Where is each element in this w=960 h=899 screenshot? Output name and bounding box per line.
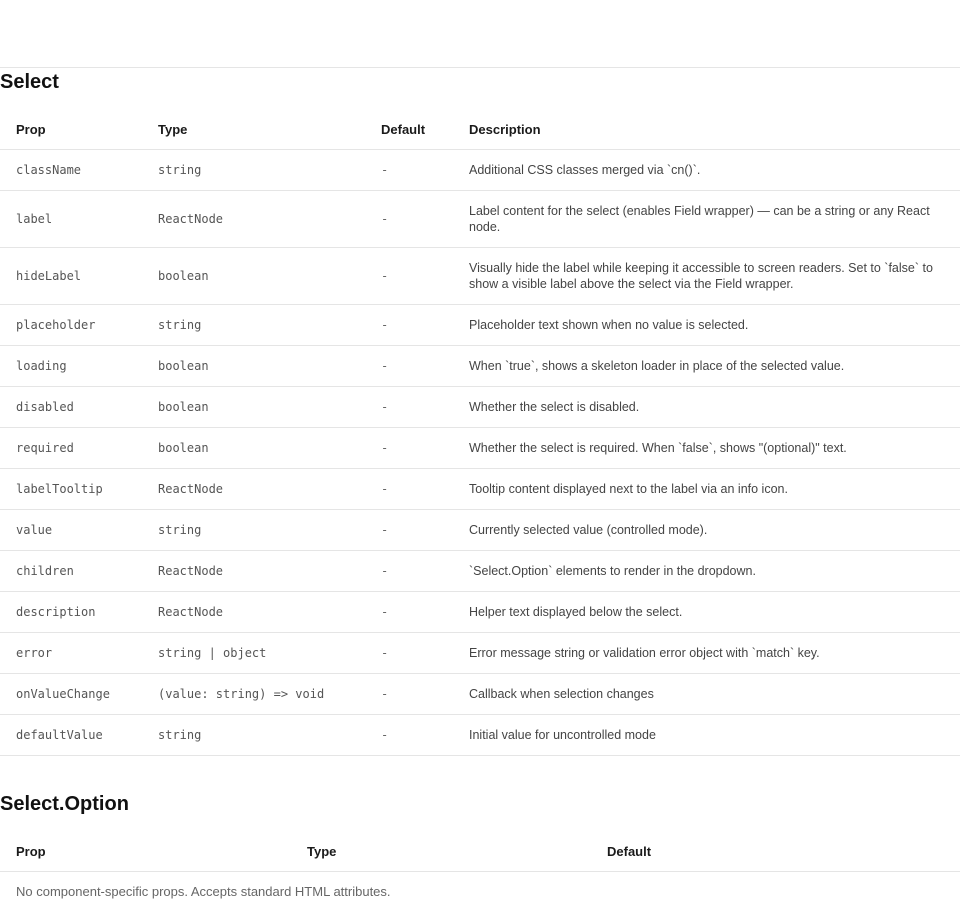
prop-default-cell: - bbox=[365, 387, 453, 428]
table-row bbox=[0, 387, 960, 428]
prop-name-cell: required bbox=[0, 428, 142, 469]
header-default: Default bbox=[591, 832, 960, 872]
top-divider bbox=[0, 67, 960, 68]
prop-name-cell: description bbox=[0, 592, 142, 633]
select-props-table bbox=[0, 110, 960, 756]
prop-description-cell: Tooltip content displayed next to the label via an info icon. bbox=[453, 469, 960, 510]
prop-type-cell: ReactNode bbox=[142, 592, 365, 633]
prop-type-cell: boolean bbox=[142, 387, 365, 428]
prop-type-cell: boolean bbox=[142, 248, 365, 305]
table-row bbox=[0, 674, 960, 715]
header-default: Default bbox=[365, 110, 453, 150]
prop-type-cell: string bbox=[142, 510, 365, 551]
prop-name-cell: placeholder bbox=[0, 305, 142, 346]
select-option-section-title: Select.Option bbox=[0, 793, 129, 815]
prop-default-cell: - bbox=[365, 633, 453, 674]
table-row bbox=[0, 191, 960, 248]
select-option-props-table bbox=[0, 832, 960, 872]
select-section-title: Select bbox=[0, 71, 59, 93]
table-row bbox=[0, 248, 960, 305]
prop-description-cell: Label content for the select (enables Field wrapper) — can be a string or any React node. bbox=[453, 191, 960, 248]
prop-default-cell: - bbox=[365, 428, 453, 469]
prop-type-cell: string bbox=[142, 715, 365, 756]
prop-default-cell: - bbox=[365, 248, 453, 305]
table-row bbox=[0, 346, 960, 387]
prop-default-cell: - bbox=[365, 150, 453, 191]
prop-type-cell: string bbox=[142, 150, 365, 191]
prop-default-cell: - bbox=[365, 305, 453, 346]
prop-name-cell: value bbox=[0, 510, 142, 551]
prop-type-cell: string bbox=[142, 305, 365, 346]
table-row bbox=[0, 715, 960, 756]
prop-name-cell: labelTooltip bbox=[0, 469, 142, 510]
prop-name-cell: label bbox=[0, 191, 142, 248]
table-row bbox=[0, 551, 960, 592]
prop-name-cell: loading bbox=[0, 346, 142, 387]
prop-default-cell: - bbox=[365, 191, 453, 248]
prop-description-cell: `Select.Option` elements to render in the dropdown. bbox=[453, 551, 960, 592]
prop-description-cell: Helper text displayed below the select. bbox=[453, 592, 960, 633]
prop-description-cell: Placeholder text shown when no value is selected. bbox=[453, 305, 960, 346]
table-row bbox=[0, 428, 960, 469]
prop-name-cell: onValueChange bbox=[0, 674, 142, 715]
header-prop: Prop bbox=[0, 832, 291, 872]
prop-name-cell: children bbox=[0, 551, 142, 592]
prop-description-cell: Additional CSS classes merged via `cn()`. bbox=[453, 150, 960, 191]
prop-description-cell: Visually hide the label while keeping it accessible to screen readers. Set to `false` to show a visible label above the select via the Field wrapper. bbox=[453, 248, 960, 305]
table-row bbox=[0, 305, 960, 346]
table-header-row bbox=[0, 832, 960, 872]
prop-type-cell: ReactNode bbox=[142, 551, 365, 592]
prop-description-cell: Whether the select is required. When `false`, shows "(optional)" text. bbox=[453, 428, 960, 469]
prop-name-cell: hideLabel bbox=[0, 248, 142, 305]
prop-description-cell: Whether the select is disabled. bbox=[453, 387, 960, 428]
prop-default-cell: - bbox=[365, 592, 453, 633]
no-props-note: No component-specific props. Accepts standard HTML attributes. bbox=[16, 884, 391, 899]
table-row bbox=[0, 592, 960, 633]
prop-type-cell: (value: string) => void bbox=[142, 674, 365, 715]
prop-type-cell: ReactNode bbox=[142, 191, 365, 248]
table-row bbox=[0, 633, 960, 674]
prop-description-cell: Error message string or validation error object with `match` key. bbox=[453, 633, 960, 674]
prop-description-cell: Callback when selection changes bbox=[453, 674, 960, 715]
prop-default-cell: - bbox=[365, 715, 453, 756]
prop-type-cell: string | object bbox=[142, 633, 365, 674]
prop-description-cell: Currently selected value (controlled mode). bbox=[453, 510, 960, 551]
table-header-row bbox=[0, 110, 960, 150]
table-row bbox=[0, 469, 960, 510]
table-row bbox=[0, 150, 960, 191]
prop-name-cell: disabled bbox=[0, 387, 142, 428]
prop-type-cell: boolean bbox=[142, 346, 365, 387]
prop-default-cell: - bbox=[365, 469, 453, 510]
prop-type-cell: boolean bbox=[142, 428, 365, 469]
prop-description-cell: When `true`, shows a skeleton loader in place of the selected value. bbox=[453, 346, 960, 387]
prop-type-cell: ReactNode bbox=[142, 469, 365, 510]
header-type: Type bbox=[291, 832, 591, 872]
prop-default-cell: - bbox=[365, 510, 453, 551]
table-row bbox=[0, 510, 960, 551]
prop-name-cell: defaultValue bbox=[0, 715, 142, 756]
prop-name-cell: className bbox=[0, 150, 142, 191]
prop-default-cell: - bbox=[365, 551, 453, 592]
header-description: Description bbox=[453, 110, 960, 150]
prop-description-cell: Initial value for uncontrolled mode bbox=[453, 715, 960, 756]
prop-name-cell: error bbox=[0, 633, 142, 674]
prop-default-cell: - bbox=[365, 674, 453, 715]
header-prop: Prop bbox=[0, 110, 142, 150]
header-type: Type bbox=[142, 110, 365, 150]
prop-default-cell: - bbox=[365, 346, 453, 387]
